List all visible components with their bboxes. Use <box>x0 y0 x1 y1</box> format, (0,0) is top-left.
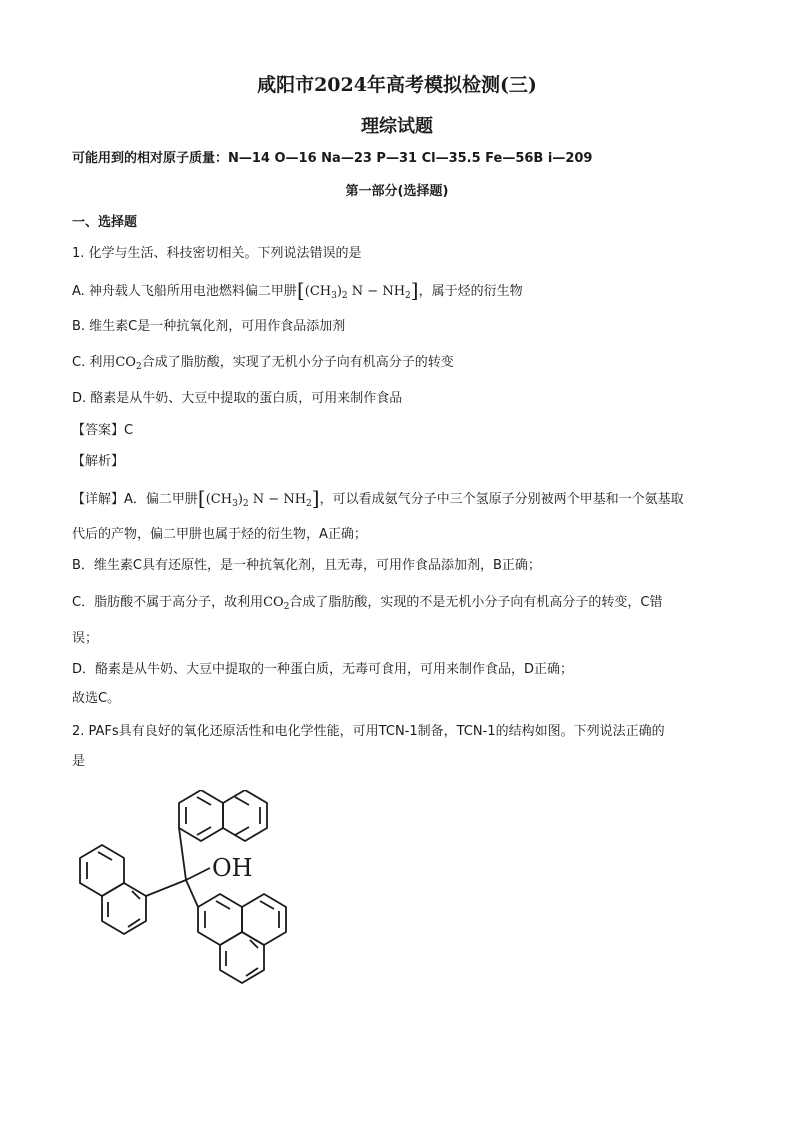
detail-b: B．维生素C具有还原性，是一种抗氧化剂，且无毒，可用作食品添加剂，B正确； <box>72 558 541 573</box>
tcn1-structure-diagram <box>70 790 310 1005</box>
detail-c-cont: 误； <box>72 631 99 646</box>
q1-option-b: B. 维生素C是一种抗氧化剂，可用作食品添加剂 <box>72 319 346 334</box>
formula-co2: $CO_2$ <box>115 355 142 372</box>
exam-subtitle: 理综试题 <box>361 116 433 137</box>
analysis-tag: 【解析】 <box>72 454 125 469</box>
conclusion: 故选C。 <box>72 691 121 706</box>
q2-stem-cont: 是 <box>72 754 86 769</box>
exam-title: 咸阳市2024年高考模拟检测(三) <box>257 74 537 96</box>
atomic-masses: 可能用到的相对原子质量：N—14 O—16 Na—23 P—31 Cl—35.5 Fe—56B i—209 <box>72 151 593 166</box>
answer-tag: 【答案】 <box>72 423 125 438</box>
q1-option-a: A. 神舟载人飞船所用电池燃料偏二甲肼[$(CH_3)_2$ $N - NH_2$]，属于烃的衍生物 <box>72 278 523 302</box>
q1-stem: 1. 化学与生活、科技密切相关。下列说法错误的是 <box>72 246 362 261</box>
oh-label: OH <box>212 854 253 882</box>
formula-udmh-detail: [$(CH_3)_2$ $N - NH_2$] <box>197 486 320 510</box>
answer-value: C <box>124 423 134 438</box>
q1-option-d: D. 酪素是从牛奶、大豆中提取的蛋白质，可用来制作食品 <box>72 391 403 406</box>
part-title: 第一部分(选择题) <box>345 184 449 199</box>
q1-option-a-text: A. 神舟载人飞船所用电池燃料偏二甲肼 <box>72 284 297 299</box>
section-heading: 一、选择题 <box>72 215 138 230</box>
detail-a-cont: 代后的产物，偏二甲肼也属于烃的衍生物，A正确； <box>72 527 367 542</box>
q1-option-c: C. 利用$CO_2$合成了脂肪酸，实现了无机小分子向有机高分子的转变 <box>72 355 454 372</box>
detail-a: 【详解】A．偏二甲肼[$(CH_3)_2$ $N - NH_2$]，可以看成氨气分子中三个氢原子分别被两个甲基和一个氨基取 <box>72 486 684 510</box>
detail-c: C．脂肪酸不属于高分子，故利用$CO_2$合成了脂肪酸，实现的不是无机小分子向有机高分子的转变，C错 <box>72 595 663 612</box>
q2-stem: 2. PAFs具有良好的氧化还原活性和电化学性能，可用TCN-1制备，TCN-1的结构如图。下列说法正确的 <box>72 724 665 739</box>
q1-answer <box>72 422 133 440</box>
detail-d: D．酪素是从牛奶、大豆中提取的一种蛋白质，无毒可食用，可用来制作食品，D正确； <box>72 662 574 677</box>
formula-udmh: [$(CH_3)_2$ $N - NH_2$] <box>296 278 419 302</box>
formula-co2-detail: $CO_2$ <box>263 595 290 612</box>
